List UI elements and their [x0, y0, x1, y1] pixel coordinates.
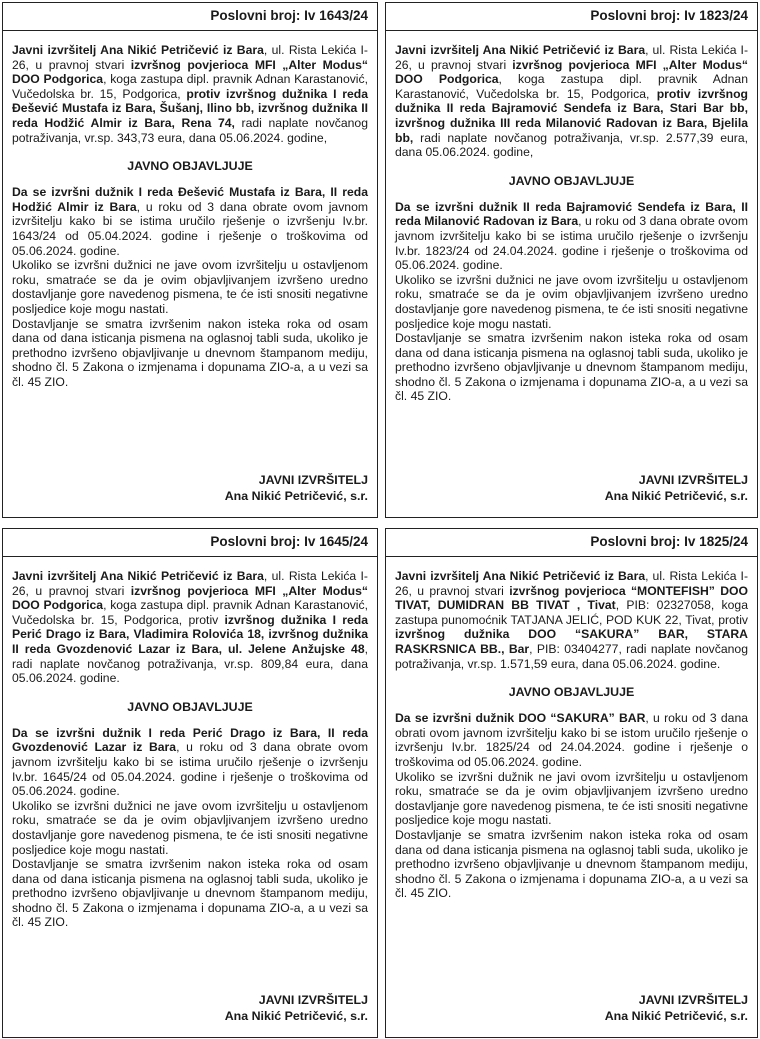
notice-iv-1825	[385, 528, 758, 1038]
bold-text-run: Javni izvršitelj Ana Nikić Petričević iz Bara	[12, 43, 264, 57]
case-number: Poslovni broj: Iv 1825/24	[386, 529, 757, 557]
bold-text-run: Javni izvršitelj Ana Nikić Petričević iz Bara	[395, 569, 646, 583]
text-run: , PIB: 03404277, radi naplate novčanog potraživanja, vr.sp. 1.571,59 eura, dana 05.06.2024. godine.	[395, 641, 748, 671]
notice-paragraph: Ukoliko se izvršni dužnici ne jave ovom izvršitelju u ostavljenom roku, smatraće se da je ovim objavljivanjem izvršeno uredno dostavljanje gore navedenog pismena, te će isti snositi negativne posljedice koje mogu nastati.	[395, 272, 748, 331]
text-run: , koga zastupa dipl. pravnik Adnan Karastanović, Vučedolska br. 15, Podgorica,	[395, 72, 748, 101]
signature-title: JAVNI IZVRŠITELJ	[638, 473, 748, 487]
text-run: , PIB: 02327058, koga zastupa punomoćnik TATJANA JELIĆ, POD KUK 22, Tivat, protiv	[395, 598, 748, 627]
notice-lead	[12, 185, 368, 258]
signature-name: Ana Nikić Petričević, s.r.	[224, 1009, 368, 1023]
notice-paragraph: Dostavljanje se smatra izvršenim nakon isteka roka od osam dana od dana isticanja pismena na oglasnoj tabli suda, ukoliko je prethodno izvršeno objavljivanje u dnevnom štampanom mediju, shodno čl. 5 Zakona o izmjenama i dopunama ZIO-a, a u vezi sa čl. 45 ZIO.	[12, 857, 368, 930]
text-run: , u roku od 3 dana obrate ovom javnom izvršitelju kako bi se istima uručilo rješenje o izvršenju Iv.br. 1645/24 od 05.04.2024. godine i rješenje o troškovima od 05.06.2024. godine.	[12, 740, 368, 799]
notice-lead	[395, 711, 748, 769]
bold-text-run: izvršnog povjerioca MFI „Alter Modus“ DOO Podgorica	[395, 57, 748, 87]
text-run: , u roku od 3 dana obrati ovom javnom izvršitelju kako bi se istom uručilo rješenje o izvršenju Iv.br. 1825/24 od 24.04.2024. godine i rješenje o troškovima od 05.06.2024. godine.	[395, 711, 749, 769]
notice-paragraph: Ukoliko se izvršni dužnici ne jave ovom izvršitelju u ostavljenom roku, smatraće se da je ovim objavljivanjem izvršeno uredno dostavljanje gore navedenog pismena, te će isti snositi negativne posljedice koje mogu nastati.	[12, 798, 368, 857]
notice-iv-1645	[2, 528, 378, 1038]
signature-block	[225, 472, 368, 504]
signature-title: JAVNI IZVRŠITELJ	[258, 993, 368, 1007]
notice-heading: JAVNO OBJAVLJUJE	[508, 685, 635, 700]
bold-text-run: Javni izvršitelj Ana Nikić Petričević iz Bara	[395, 43, 646, 57]
notice-iv-1823	[385, 2, 758, 518]
bold-text-run: Da se izvršni dužnik I reda Đešević Mustafa iz Bara, II reda Hodžić Almir iz Bara	[12, 185, 368, 214]
text-run: , ul. Rista Lekića I-26, u pravnoj stvari	[395, 569, 748, 598]
text-run: , ul. Rista Lekića I-26, u pravnoj stvari	[12, 569, 368, 598]
signature-block	[605, 472, 748, 504]
text-run: , ul. Rista Lekića I-26, u pravnoj stvari	[12, 43, 368, 72]
signature-name: Ana Nikić Petričević, s.r.	[604, 1009, 748, 1023]
notice-lead	[395, 200, 748, 273]
notice-intro	[12, 569, 368, 686]
text-run: , ul. Rista Lekića I-26, u pravnoj stvari	[395, 43, 748, 72]
notice-lead	[12, 726, 368, 799]
text-run: , koga zastupa dipl. pravnik Adnan Karastanović, Vučedolska br. 15, Podgorica,	[12, 72, 368, 101]
bold-text-run: izvršnog dužnika I reda Perić Drago iz Bara, Vladimira Rolovića 18, izvršnog dužnika II reda Gvozdenović Lazar iz Bara, ul. Jelene Anžujske 48	[12, 612, 368, 656]
notice-paragraph: Dostavljanje se smatra izvršenim nakon isteka roka od osam dana od dana isticanja pismena na oglasnoj tabli suda, ukoliko je prethodno izvršeno objavljivanje u dnevnom štampanom mediju, shodno čl. 5 Zakona o izmjenama i dopunama ZIO-a, a u vezi sa čl. 45 ZIO.	[12, 316, 368, 389]
notice-intro	[12, 43, 368, 145]
signature-title: JAVNI IZVRŠITELJ	[258, 473, 368, 487]
signature-title: JAVNI IZVRŠITELJ	[638, 993, 748, 1007]
notice-intro	[395, 43, 748, 160]
notice-paragraph: Ukoliko se izvršni dužnici ne jave ovom izvršitelju u ostavljenom roku, smatraće se da je ovim objavljivanjem izvršeno uredno dostavljanje gore navedenog pismena, te će isti snositi negativne posljedice koje mogu nastati.	[12, 258, 368, 316]
bold-text-run: protiv izvršnog dužnika I reda Đešević Mustafa iz Bara, Šušanj, Ilino bb, izvršnog dužnika II reda Hodžić Almir iz Bara, Rena 74,	[12, 86, 368, 130]
case-number: Poslovni broj: Iv 1823/24	[386, 3, 757, 31]
bold-text-run: Da se izvršni dužnik DOO “SAKURA” BAR	[395, 711, 646, 726]
bold-text-run: Da se izvršni dužnik I reda Perić Drago iz Bara, II reda Gvozdenović Lazar iz Bara	[12, 725, 368, 755]
case-number: Poslovni broj: Iv 1645/24	[3, 529, 377, 557]
notice-heading: JAVNO OBJAVLJUJE	[508, 173, 635, 188]
text-run: radi naplate novčanog potraživanja, vr.sp. 343,73 eura, dana 05.06.2024. godine,	[12, 115, 368, 145]
signature-block	[605, 992, 748, 1024]
signature-block	[225, 992, 368, 1024]
text-run: radi naplate novčanog potraživanja, vr.sp. 2.577,39 eura, dana 05.06.2024. godine,	[395, 130, 748, 160]
text-run: , radi naplate novčanog potraživanja, vr.sp. 809,84 eura, dana 05.06.2024. godine.	[12, 641, 368, 686]
bold-text-run: izvršnog povjerioca MFI „Alter Modus“ DOO Podgorica	[12, 583, 368, 613]
bold-text-run: izvršnog dužnika DOO “SAKURA” BAR, STARA RASKRSNICA BB., Bar	[395, 627, 748, 656]
signature-name: Ana Nikić Petričević, s.r.	[224, 489, 368, 503]
notice-iv-1643	[2, 2, 378, 518]
text-run: , u roku od 3 dana obrate ovom javnom izvršitelju kako bi se istima uručilo rješenje o izvršenju Iv.br. 1643/24 od 05.04.2024. godine i rješenje o troškovima od 05.06.2024. godine.	[12, 199, 369, 258]
bold-text-run: Da se izvršni dužnik II reda Bajramović Sendefa iz Bara, II reda Milanović Radovan iz Bara	[395, 199, 748, 229]
bold-text-run: izvršnog povjerioca MFI „Alter Modus“ DOO Podgorica	[12, 57, 368, 87]
bold-text-run: izvršnog povjerioca “MONTEFISH” DOO TIVAT, DUMIDRAN BB TIVAT , Tivat	[395, 583, 749, 613]
notice-heading: JAVNO OBJAVLJUJE	[127, 159, 253, 174]
bold-text-run: Javni izvršitelj Ana Nikić Petričević iz Bara	[12, 569, 264, 583]
notice-paragraph: Ukoliko se izvršni dužnik ne javi ovom izvršitelju u ostavljenom roku, smatraće se da je ovim objavljivanjem izvršeno uredno dostavljanje gore navedenog pismena, te će isti snositi negativne posljedice koje mogu nastati.	[395, 769, 748, 828]
notice-paragraph: Dostavljanje se smatra izvršenim nakon isteka roka od osam dana od dana isticanja pismena na oglasnoj tabli suda, ukoliko je prethodno izvršeno objavljivanje u dnevnom štampanom mediju, shodno čl. 5 Zakona o izmjenama i dopunama ZIO-a, a u vezi sa čl. 45 ZIO.	[395, 827, 748, 901]
case-number: Poslovni broj: Iv 1643/24	[3, 3, 377, 31]
bold-text-run: protiv izvršnog dužnika II reda Bajramović Sendefa iz Bara, Stari Bar bb, izvršnog dužnika III reda Milanović Radovan iz Bara, Bjelila bb,	[395, 86, 748, 145]
signature-name: Ana Nikić Petričević, s.r.	[604, 489, 748, 503]
text-run: , u roku od 3 dana obrate ovom javnom izvršitelju kako bi se istima uručilo rješenje o izvršenju Iv.br. 1823/24 od 24.04.2024. godine i rješenje o troškovima od 05.06.2024. godine.	[395, 214, 748, 273]
notice-paragraph: Dostavljanje se smatra izvršenim nakon isteka roka od osam dana od dana isticanja pismena na oglasnoj tabli suda, ukoliko je prethodno izvršeno objavljivanje u dnevnom štampanom mediju, shodno čl. 5 Zakona o izmjenama i dopunama ZIO-a, a u vezi sa čl. 45 ZIO.	[395, 331, 748, 404]
notice-heading: JAVNO OBJAVLJUJE	[127, 699, 253, 714]
text-run: , koga zastupa dipl. pravnik Adnan Karastanović, Vučedolska br. 15, Podgorica, protiv	[12, 598, 368, 627]
notice-intro	[395, 569, 748, 671]
